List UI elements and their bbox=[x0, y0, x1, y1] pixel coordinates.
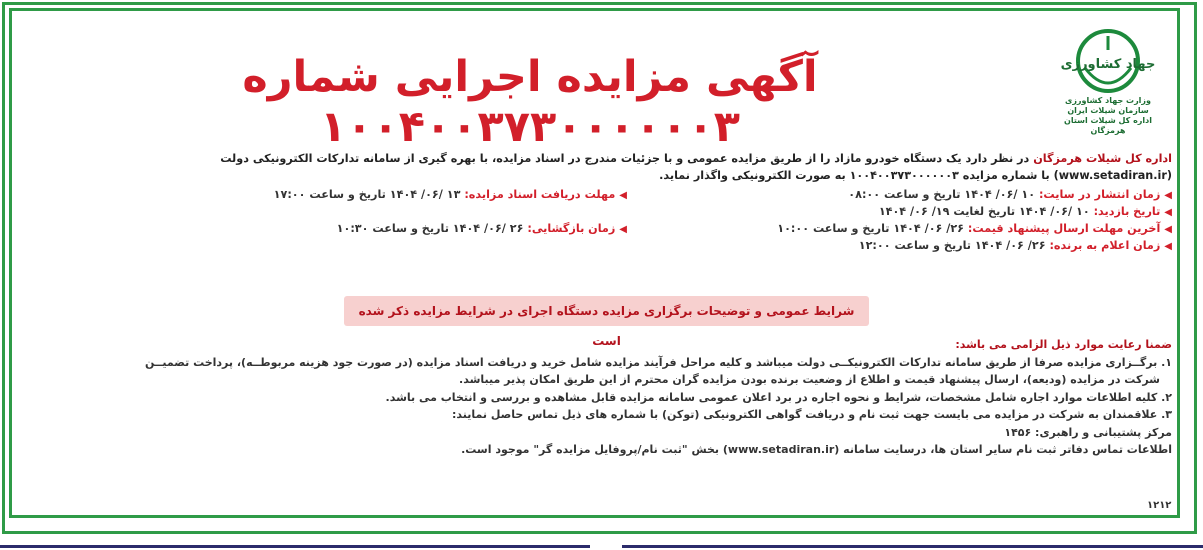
note-1a: ۱. برگــزاری مزایده صرفا از طریق سامانه تدارکات الکترونیکــی دولت میباشد و کلیه مراحل فرآیند مزایده شامل خرید و دریافت اسناد مزایده (در صورت جود هزینه مربوطــه)، پرداخت تضمیــن bbox=[144, 355, 1172, 369]
announcement-body bbox=[24, 150, 1172, 256]
ad-code: ۱۲۱۲ bbox=[1147, 500, 1172, 511]
logo-line-org: سازمان شیلات ایران bbox=[1067, 106, 1149, 115]
bottom-rule-left bbox=[0, 545, 590, 548]
auction-title: آگهی مزایده اجرایی شماره ۱۰۰۴۰۰۳۷۳۰۰۰۰۰۰۳ bbox=[242, 52, 818, 152]
intro-paragraph bbox=[24, 150, 1172, 184]
contact-site: (www.setadiran.ir) bbox=[722, 443, 840, 456]
support-center: مرکز پشتیبانی و راهبری: ۱۴۵۶ bbox=[1004, 425, 1172, 439]
note-1b: شرکت در مزایده (ودیعه)، ارسال پیشنهاد قیمت و اطلاع از وضعیت برنده بودن مزایده گران محترم از این طریق امکان پذیر میباشد. bbox=[459, 373, 1160, 386]
visit-date: ◀تاریخ بازدید: ۱۰ /۰۶/ ۱۴۰۴ تاریخ لغایت ۱۹/ ۰۶/ ۱۴۰۴ bbox=[878, 205, 1172, 218]
docs-deadline: ◀مهلت دریافت اسناد مزایده: ۱۳ /۰۶/ ۱۴۰۴ تاریخ و ساعت ۱۷:۰۰ bbox=[273, 188, 627, 201]
dates-block bbox=[24, 186, 1172, 256]
org-name: اداره کل شیلات هرمزگان bbox=[1033, 152, 1172, 165]
note-3: ۳. علاقمندان به شرکت در مزایده می بایست جهت ثبت نام و دریافت گواهی الکترونیکی (توکن) با شماره های ذیل تماس حاصل نمایند: bbox=[452, 408, 1172, 421]
notes-heading: ضمنا رعایت موارد ذیل الزامی می باشد: bbox=[955, 338, 1172, 351]
note-2: ۲. کلیه اطلاعات موارد اجاره شامل مشخصات، شرایط و نحوه اجاره در برد اعلان عمومی سامانه مزایده قابل مشاهده و بررسی و انتخاب می باشد. bbox=[385, 390, 1172, 404]
opening-date: ◀زمان بازگشایی: ۲۶ /۰۶/ ۱۴۰۴ تاریخ و ساعت ۱۰:۳۰ bbox=[336, 222, 627, 235]
intro-line-1: در نظر دارد یک دستگاه خودرو مازاد را از طریق مزایده عمومی و با جزئیات مندرج در اسناد مزایده، با بهره گیری از سامانه تدارکات الکترونیکی دولت bbox=[220, 152, 1034, 165]
conditions-banner: شرایط عمومی و توضیحات برگزاری مزایده دستگاه اجرای در شرایط مزایده ذکر شده است bbox=[344, 296, 869, 326]
ministry-logo bbox=[1049, 28, 1167, 138]
logo-line-office: اداره کل شیلات استان هرمزگان bbox=[1063, 116, 1153, 135]
notes-block bbox=[24, 336, 1172, 459]
contact-info: اطلاعات تماس دفاتر ثبت نام سایر استان ها، درسایت سامانه (www.setadiran.ir) بخش "ثبت نام/پروفایل مزایده گر" موجود است. bbox=[461, 443, 1172, 456]
intro-line-2: با شماره مزایده ۱۰۰۴۰۰۳۷۳۰۰۰۰۰۰۳ به صورت الکترونیکی واگذار نماید. bbox=[659, 169, 1054, 182]
bottom-rule-right bbox=[622, 545, 1203, 548]
jahad-emblem-icon bbox=[1060, 28, 1156, 94]
intro-site: (www.setadiran.ir) bbox=[1053, 169, 1172, 182]
bid-deadline: ◀آخرین مهلت ارسال پیشنهاد قیمت: ۲۶/ ۰۶/ ۱۴۰۴ تاریخ و ساعت ۱۰:۰۰ bbox=[777, 222, 1172, 235]
logo-line-ministry: وزارت جهاد کشاورزی bbox=[1064, 96, 1151, 105]
svg-text:جهاد کشاورزی: جهاد کشاورزی bbox=[1060, 57, 1156, 72]
publish-date: ◀زمان انتشار در سایت: ۱۰ /۰۶/ ۱۴۰۴ تاریخ و ساعت ۰۸:۰۰ bbox=[848, 188, 1172, 201]
winner-date: ◀زمان اعلام به برنده: ۲۶/ ۰۶/ ۱۴۰۴ تاریخ و ساعت ۱۲:۰۰ bbox=[858, 239, 1172, 252]
